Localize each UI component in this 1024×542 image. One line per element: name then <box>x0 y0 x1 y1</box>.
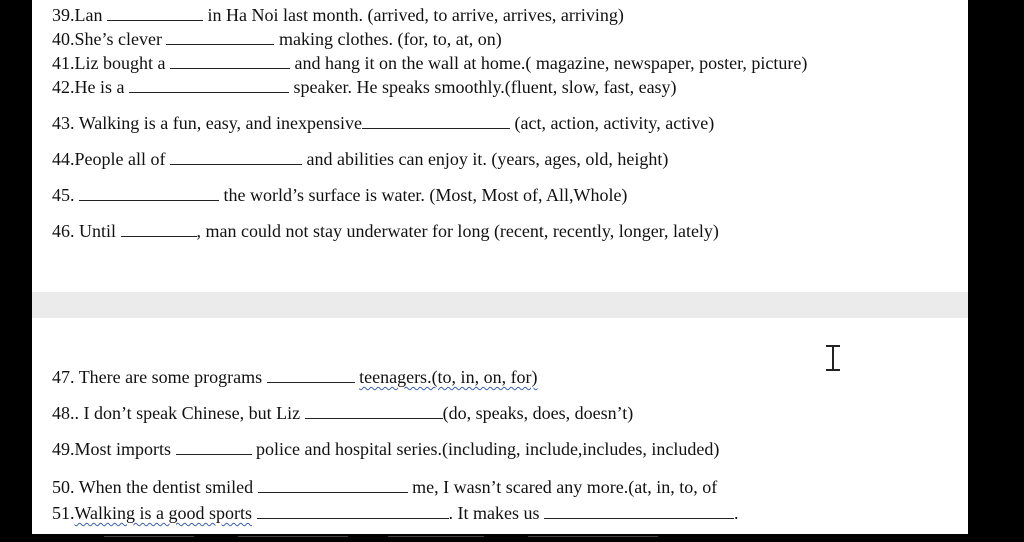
question-43: 43. Walking is a fun, easy, and inexpensive (act, action, activity, active) <box>52 113 715 133</box>
question-40: 40.She’s clever making clothes. (for, to, at, on) <box>52 29 502 49</box>
answer-blank-51b[interactable] <box>544 503 734 519</box>
answer-blank-48[interactable] <box>305 403 443 419</box>
answer-blank-45[interactable] <box>79 185 219 201</box>
answer-blank-43[interactable] <box>362 113 510 129</box>
question-46: 46. Until , man could not stay underwater for long (recent, recently, longer, lately) <box>52 221 719 241</box>
question-48: 48.. I don’t speak Chinese, but Liz (do, speaks, does, doesn’t) <box>52 403 634 423</box>
answer-blank-39[interactable] <box>107 5 203 21</box>
question-42: 42.He is a speaker. He speaks smoothly.(fluent, slow, fast, easy) <box>52 77 677 97</box>
question-51: 51.Walking is a good sports . It makes us . <box>52 503 739 523</box>
answer-blank-47[interactable] <box>267 367 355 383</box>
text-cursor-icon <box>826 345 840 371</box>
question-49: 49.Most imports police and hospital series.(including, include,includes, included) <box>52 439 720 459</box>
answer-blank-44[interactable] <box>170 149 302 165</box>
answer-blank-41[interactable] <box>170 53 290 69</box>
question-44: 44.People all of and abilities can enjoy it. (years, ages, old, height) <box>52 149 669 169</box>
answer-blank-46[interactable] <box>121 221 197 237</box>
answer-blank-50[interactable] <box>258 477 408 493</box>
page-gap <box>32 292 968 318</box>
question-47: 47. There are some programs teenagers.(to, in, on, for) <box>52 367 538 387</box>
question-50: 50. When the dentist smiled me, I wasn’t scared any more.(at, in, to, of <box>52 477 718 497</box>
cut-off-line <box>52 524 658 542</box>
worksheet-page <box>32 0 968 534</box>
answer-blank-40[interactable] <box>166 29 274 45</box>
question-39: 39.Lan in Ha Noi last month. (arrived, to arrive, arrives, arriving) <box>52 5 624 25</box>
question-41: 41.Liz bought a and hang it on the wall at home.( magazine, newspaper, poster, picture) <box>52 53 808 73</box>
answer-blank-51a[interactable] <box>257 503 449 519</box>
answer-blank-42[interactable] <box>129 77 289 93</box>
answer-blank-49[interactable] <box>176 439 252 455</box>
question-45: 45. the world’s surface is water. (Most, Most of, All,Whole) <box>52 185 628 205</box>
